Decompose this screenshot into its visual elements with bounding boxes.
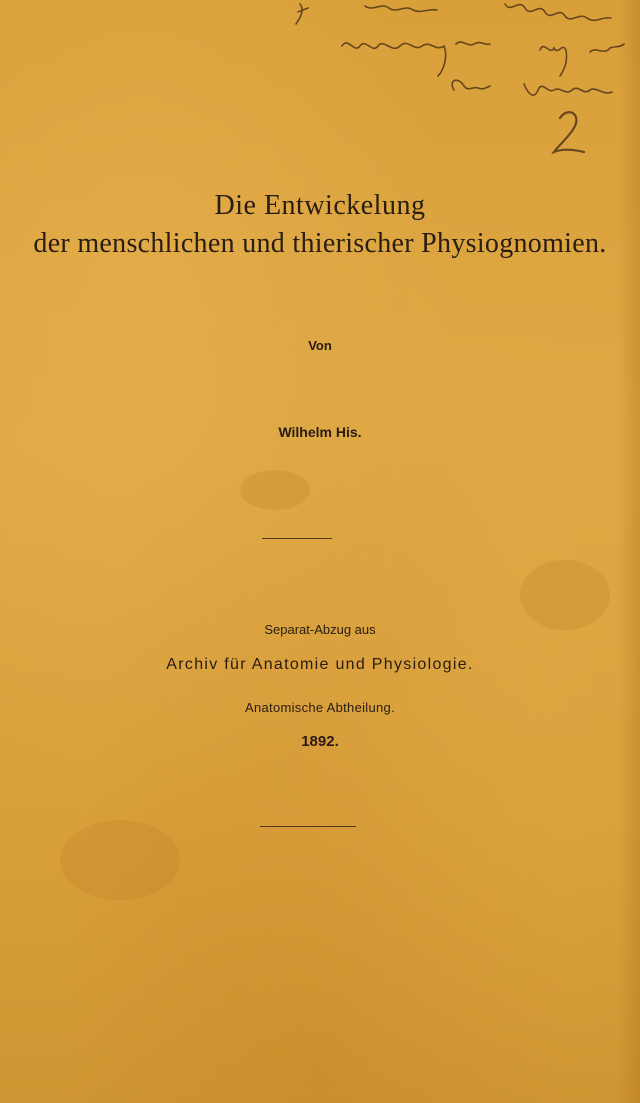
- paper-stain: [520, 560, 610, 630]
- handwritten-annotation: [0, 0, 640, 200]
- journal-title: Archiv für Anatomie und Physiologie.: [166, 656, 474, 673]
- journal-section: Anatomische Abtheilung.: [245, 700, 395, 715]
- author-name: Wilhelm His.: [278, 424, 362, 440]
- paper-stain: [240, 470, 310, 510]
- document-title: Die Entwickelung: [214, 190, 426, 221]
- divider-rule-top: [262, 538, 332, 539]
- document-subtitle: der menschlichen und thierischer Physiognomien.: [33, 228, 607, 259]
- offprint-label: Separat-Abzug aus: [264, 622, 376, 637]
- divider-rule-bottom: [260, 826, 356, 827]
- publication-year: 1892.: [301, 733, 339, 750]
- paper-stain: [60, 820, 180, 900]
- byline-prefix: Von: [308, 338, 332, 353]
